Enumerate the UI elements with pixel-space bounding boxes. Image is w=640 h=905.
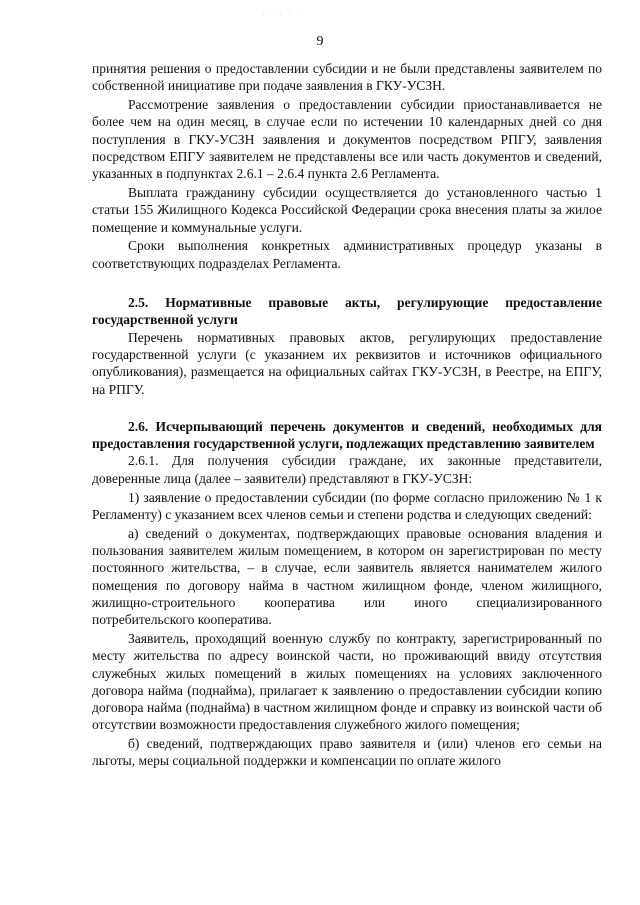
list-item-a: а) сведений о документах, подтверждающих правовые основания владения и пользования заявителем жилым помещением, в котором он зарегистрирован по месту постоянного жительства, – в случае, если заявитель является нанимателем жилого помещения по договору найма в частном жилищном фонде, членом жилищного, жилищно-строительного кооператива или иного специализированного потребительского кооператива. [92, 525, 602, 628]
paragraph-continuation: принятия решения о предоставлении субсидии и не были представлены заявителем по собственной инициативе при подаче заявления в ГКУ-УСЗН. [92, 61, 602, 94]
paragraph-deadlines: Сроки выполнения конкретных административных процедур указаны в соответствующих подразделах Регламента. [92, 238, 602, 271]
header-stamp: · · · · · [262, 10, 302, 19]
paragraph-legal-acts: Перечень нормативных правовых актов, регулирующих предоставление государственной услуги (с указанием их реквизитов и источников официального опубликования), размещается на официальных сайтах ГКУ-УСЗН, в Реестре, на ЕПГУ, на РПГУ. [92, 329, 602, 397]
paragraph-military: Заявитель, проходящий военную службу по контракту, зарегистрированный по месту жительства по адресу воинской части, но проживающий ввиду отсутствия служебных жилых помещений в жилых помещениях на условиях заключенного договора найма (поднайма), прилагает к заявлению о предоставлении субсидии копию договора найма (поднайма) в частном жилищном фонде и справку из воинской части об отсутствии возможности предоставления служебного жилого помещения; [92, 630, 602, 733]
list-item-b: б) сведений, подтверждающих право заявителя и (или) членов его семьи на льготы, меры социальной поддержки и компенсации по оплате жилого [92, 736, 602, 769]
list-item-application: 1) заявление о предоставлении субсидии (по форме согласно приложению № 1 к Регламенту) с указанием всех членов семьи и степени родства и следующих сведений: [92, 489, 602, 522]
section-heading-2-6: 2.6. Исчерпывающий перечень документов и сведений, необходимых для предоставления государственной услуги, подлежащих представлению заявителем [92, 418, 602, 452]
paragraph-suspension: Рассмотрение заявления о предоставлении субсидии приостанавливается не более чем на один месяц, в случае если по истечении 10 календарных дней со дня поступления в ГКУ-УСЗН заявления и документов посредством РПГУ, заявления посредством ЕПГУ заявителем не представлены все или часть документов и сведений, указанных в подпунктах 2.6.1 – 2.6.4 пункта 2.6 Регламента. [92, 97, 602, 182]
paragraph-2-6-1: 2.6.1. Для получения субсидии граждане, их законные представители, доверенные лица (далее – заявители) представляют в ГКУ-УСЗН: [92, 453, 602, 486]
section-heading-2-5: 2.5. Нормативные правовые акты, регулирующие предоставление государственной услуги [92, 295, 602, 328]
paragraph-payment: Выплата гражданину субсидии осуществляется до установленного частью 1 статьи 155 Жилищного Кодекса Российской Федерации срока внесения платы за жилое помещение и коммунальные услуги. [92, 185, 602, 235]
page-number: 9 [316, 34, 324, 49]
document-body [92, 60, 602, 770]
